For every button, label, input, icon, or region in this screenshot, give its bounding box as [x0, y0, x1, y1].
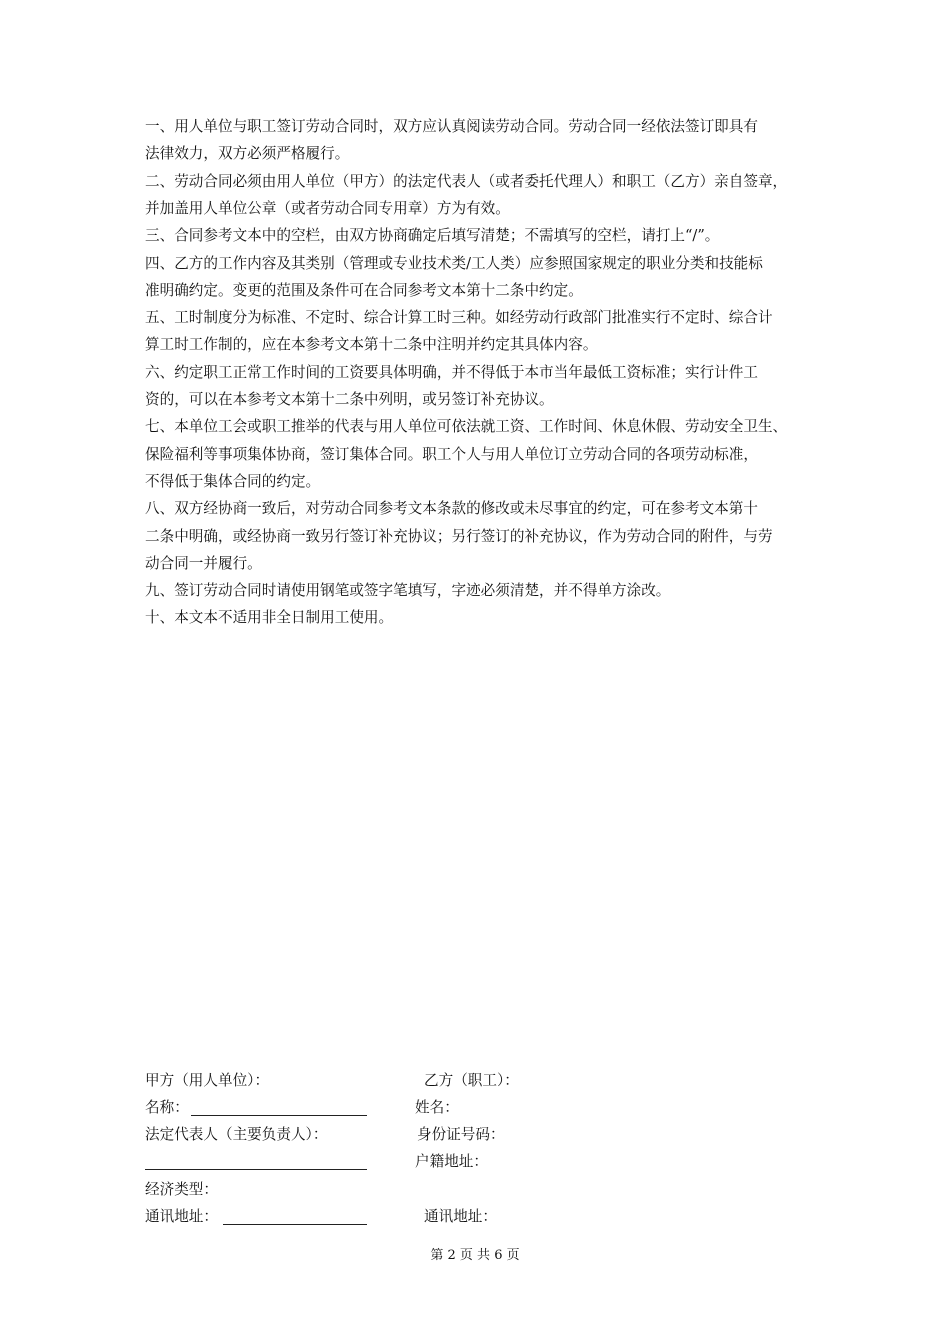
note-line: 七、本单位工会或职工推举的代表与用人单位可依法就工资、工作时间、休息休假、劳动安全卫生、 [145, 418, 788, 436]
note-line: 并加盖用人单位公章（或者劳动合同专用章）方为有效。 [145, 199, 510, 217]
note-line: 十、本文本不适用非全日制用工使用。 [145, 609, 394, 627]
note-line: 资的，可以在本参考文本第十二条中列明，或另签订补充协议。 [145, 391, 554, 408]
note-line: 法律效力，双方必须严格履行。 [145, 145, 350, 163]
page-number: 第 2 页 共 6 页 [430, 1248, 520, 1263]
party-b-address-label: 通讯地址： [424, 1208, 497, 1225]
note-line: 保险福利等事项集体协商，签订集体合同。职工个人与用人单位订立劳动合同的各项劳动标准， [145, 445, 758, 463]
party-a-address-label: 通讯地址： [145, 1208, 218, 1225]
note-line: 准明确约定。变更的范围及条件可在合同参考文本第十二条中约定。 [145, 281, 583, 299]
note-line: 二、劳动合同必须由用人单位（甲方）的法定代表人（或者委托代理人）和职工（乙方）亲自签章， [145, 172, 788, 190]
note-line: 八、双方经协商一致后，对劳动合同参考文本条款的修改或未尽事宜的约定，可在参考文本第十 [145, 500, 758, 518]
party-a-legal-rep-label: 法定代表人（主要负责人）： [145, 1126, 328, 1143]
note-line: 算工时工作制的，应在本参考文本第十二条中注明并约定其具体内容。 [145, 336, 598, 354]
note-line: 三、合同参考文本中的空栏，由双方协商确定后填写清楚；不需填写的空栏，请打上“/”。 [145, 227, 720, 245]
note-line: 不得低于集体合同的约定。 [145, 472, 321, 490]
party-b-id-label: 身份证号码： [417, 1126, 505, 1143]
note-line: 四、乙方的工作内容及其类别（管理或专业技术类/工人类）应参照国家规定的职业分类和技能标 [145, 254, 763, 272]
party-a-name-label: 名称： [145, 1099, 189, 1116]
note-line: 一、用人单位与职工签订劳动合同时，双方应认真阅读劳动合同。劳动合同一经依法签订即具有 [145, 118, 758, 135]
party-b-heading: 乙方（职工）： [424, 1072, 519, 1089]
note-line: 六、约定职工正常工作时间的工资要具体明确，并不得低于本市当年最低工资标准；实行计件工 [145, 363, 758, 381]
party-b-name-label: 姓名： [415, 1099, 459, 1116]
party-a-address-line [223, 1224, 367, 1225]
party-a-legal-rep-line [145, 1169, 367, 1170]
note-line: 五、工时制度分为标准、不定时、综合计算工时三种。如经劳动行政部门批准实行不定时、综合计 [145, 309, 773, 327]
party-a-econ-type-label: 经济类型： [145, 1181, 218, 1198]
party-a-name-line [191, 1115, 367, 1116]
note-line: 动合同一并履行。 [145, 554, 262, 572]
party-a-heading: 甲方（用人单位）： [145, 1072, 270, 1089]
party-b-household-label: 户籍地址： [415, 1153, 488, 1170]
note-line: 九、签订劳动合同时请使用钢笔或签字笔填写，字迹必须清楚，并不得单方涂改。 [145, 582, 671, 600]
note-line: 二条中明确，或经协商一致另行签订补充协议；另行签订的补充协议，作为劳动合同的附件，与劳 [145, 527, 773, 545]
